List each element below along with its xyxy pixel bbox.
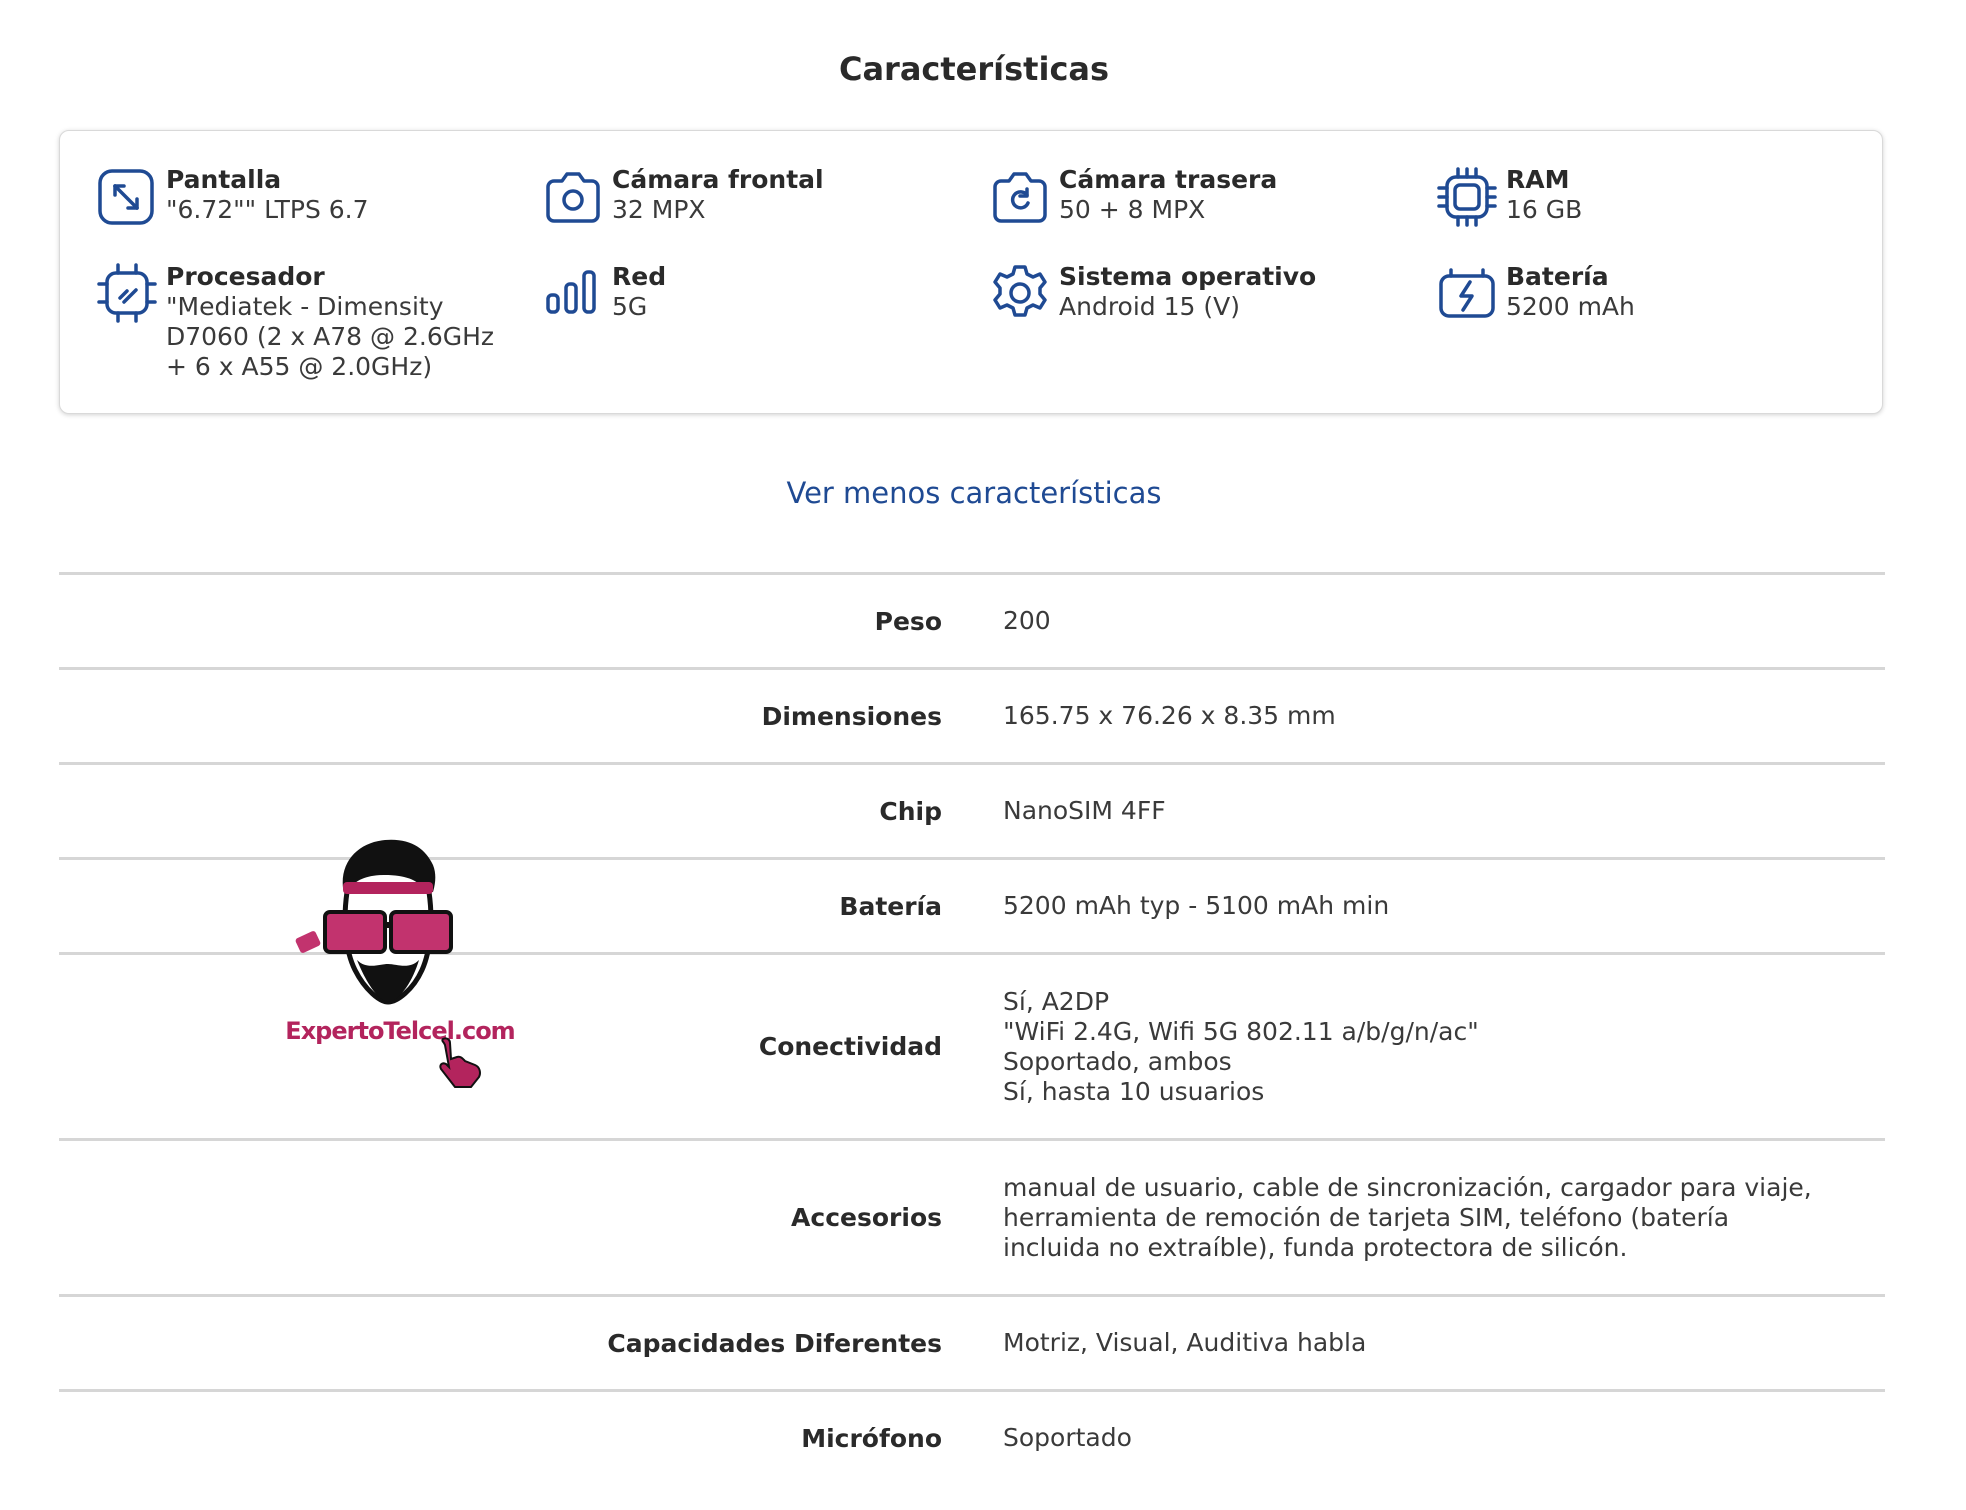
page-title: Características: [838, 50, 1110, 88]
feature-label: Batería: [1506, 262, 1609, 291]
feature-procesador: [96, 262, 511, 382]
spec-value: Motriz, Visual, Auditiva habla: [1003, 1328, 1367, 1357]
feature-label: Sistema operativo: [1059, 262, 1317, 291]
watermark-text: ExpertoTelcel.com: [285, 1017, 515, 1045]
spec-key: Chip: [879, 796, 942, 826]
spec-value-line: Sí, A2DP: [1003, 986, 1110, 1016]
memory-chip-icon: [1436, 165, 1498, 227]
spec-value: NanoSIM 4FF: [1003, 796, 1166, 825]
spec-value-line: Sí, hasta 10 usuarios: [1003, 1076, 1265, 1106]
spec-value-line: Soportado, ambos: [1003, 1046, 1232, 1076]
spec-row: [59, 1294, 1885, 1389]
feature-sistema-operativo: [989, 262, 1399, 324]
spec-value: manual de usuario, cable de sincronización, cargador para viaje, herramienta de remoción de tarjeta SIM, teléfono (batería incluida no extraíble), funda protectora de silicón.: [1003, 1172, 1812, 1262]
watermark-logo: [285, 830, 515, 1095]
spec-key: Conectividad: [758, 1032, 942, 1061]
signal-bars-icon: [542, 262, 604, 324]
spec-value: 5200 mAh typ - 5100 mAh min: [1003, 891, 1390, 920]
feature-value: 50 + 8 MPX: [1059, 195, 1206, 224]
feature-ram: [1436, 165, 1846, 227]
spec-value: 165.75 x 76.26 x 8.35 mm: [1003, 701, 1336, 730]
feature-value: 5200 mAh: [1506, 292, 1635, 321]
feature-label: Cámara trasera: [1059, 165, 1278, 194]
spec-key: Micrófono: [801, 1423, 942, 1453]
feature-label: Pantalla: [166, 165, 282, 194]
spec-key: Batería: [839, 891, 942, 921]
pointing-hand-icon: [435, 1035, 485, 1090]
spec-key: Accesorios: [791, 1203, 942, 1232]
spec-key: Peso: [874, 606, 942, 636]
gear-icon: [989, 262, 1051, 324]
feature-value: Android 15 (V): [1059, 292, 1240, 321]
feature-pantalla: [96, 165, 506, 227]
feature-camara-trasera: [989, 165, 1399, 227]
feature-value: 32 MPX: [612, 195, 706, 224]
bearded-man-logo-icon: [285, 830, 515, 1020]
feature-label: Cámara frontal: [612, 165, 824, 194]
toggle-features-link[interactable]: Ver menos características: [786, 476, 1162, 510]
feature-value: "6.72"" LTPS 6.7: [166, 195, 369, 224]
spec-row: [59, 1389, 1885, 1484]
feature-label: RAM: [1506, 165, 1570, 194]
feature-label: Procesador: [166, 262, 325, 291]
spec-key: Dimensiones: [761, 701, 942, 731]
spec-key: Capacidades Diferentes: [607, 1328, 942, 1358]
processor-icon: [96, 262, 158, 324]
spec-value: 200: [1003, 606, 1051, 635]
feature-camara-frontal: [542, 165, 952, 227]
camera-icon: [542, 165, 604, 227]
spec-value: Soportado: [1003, 1423, 1132, 1452]
feature-value: 16 GB: [1506, 195, 1583, 224]
feature-bateria: [1436, 262, 1846, 324]
expand-screen-icon: [96, 165, 158, 227]
feature-value: "Mediatek - Dimensity D7060 (2 x A78 @ 2.6GHz + 6 x A55 @ 2.0GHz): [166, 292, 495, 381]
feature-value: 5G: [612, 292, 648, 321]
camera-rotate-icon: [989, 165, 1051, 227]
feature-label: Red: [612, 262, 667, 291]
spec-value-line: "WiFi 2.4G, Wifi 5G 802.11 a/b/g/n/ac": [1003, 1016, 1479, 1046]
spec-row: [59, 572, 1885, 667]
battery-charge-icon: [1436, 262, 1498, 324]
spec-row: [59, 667, 1885, 762]
features-card: [59, 130, 1883, 414]
spec-value: [1003, 987, 1823, 1107]
spec-row: [59, 1138, 1885, 1294]
feature-red: [542, 262, 952, 324]
